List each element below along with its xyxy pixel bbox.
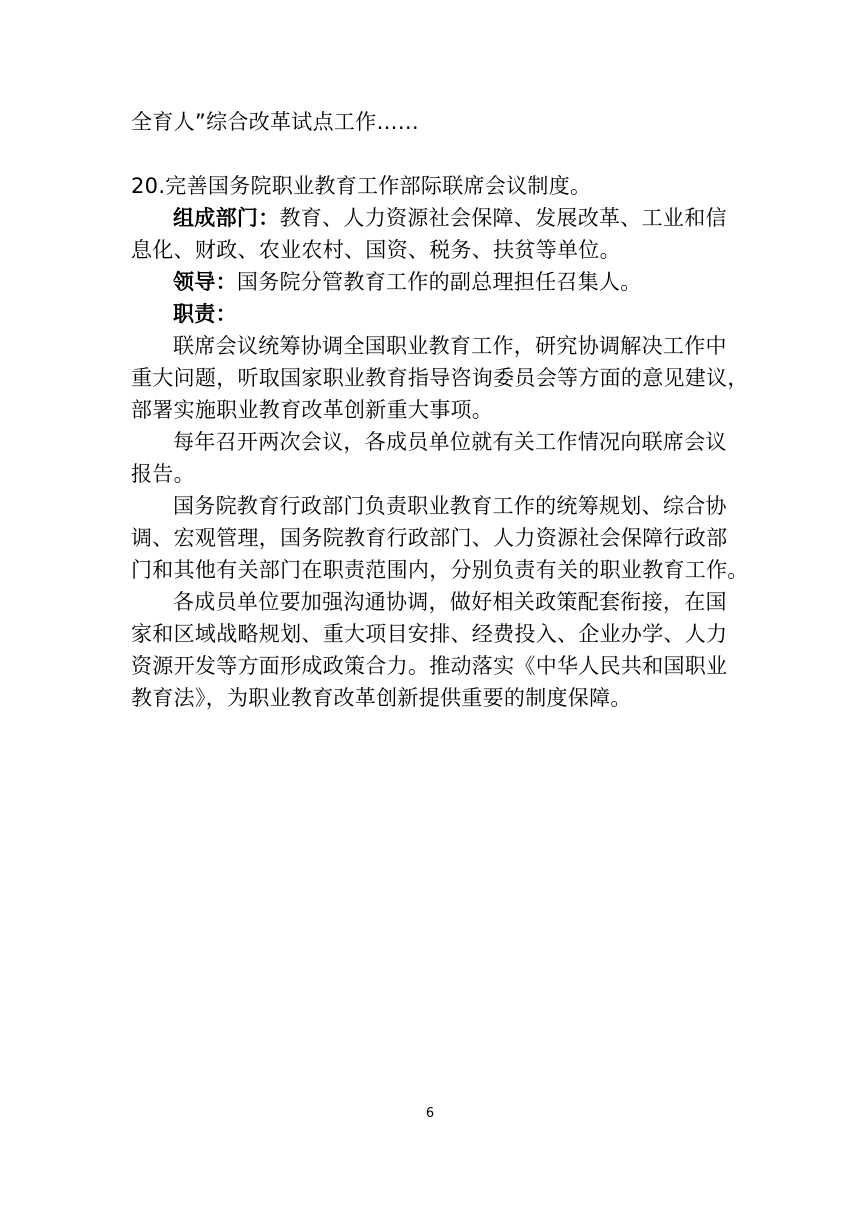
paragraph-line: 报告。 <box>131 462 195 486</box>
carryover-line: 全育人”综合改革试点工作…… <box>131 110 420 134</box>
section-heading: 20.完善国务院职业教育工作部际联席会议制度。 <box>131 174 592 198</box>
paragraph-line: 调、宏观管理，国务院教育行政部门、人力资源社会保障行政部 <box>131 526 728 550</box>
paragraph-line: 部署实施职业教育改革创新重大事项。 <box>131 398 494 422</box>
paragraph-line: 教育法》，为职业教育改革创新提供重要的制度保障。 <box>131 686 632 710</box>
paragraph-line: 联席会议统筹协调全国职业教育工作，研究协调解决工作中 <box>173 334 727 358</box>
page-number: 6 <box>425 1106 435 1121</box>
paragraph-line: 门和其他有关部门在职责范围内，分别负责有关的职业教育工作。 <box>131 558 749 582</box>
members-line <box>173 203 727 233</box>
paragraph-line: 每年召开两次会议，各成员单位就有关工作情况向联席会议 <box>173 430 727 454</box>
members-line-2: 息化、财政、农业农村、国资、税务、扶贫等单位。 <box>131 238 621 262</box>
paragraph-line: 家和区域战略规划、重大项目安排、经费投入、企业办学、人力 <box>131 622 728 646</box>
leader-line <box>173 267 642 297</box>
paragraph-line: 资源开发等方面形成政策合力。推动落实《中华人民共和国职业 <box>131 654 728 678</box>
members-text: 教育、人力资源社会保障、发展改革、工业和信 <box>279 206 727 230</box>
paragraph-line: 国务院教育行政部门负责职业教育工作的统筹规划、综合协 <box>173 494 727 518</box>
leader-label: 领导： <box>173 270 237 294</box>
paragraph-line: 重大问题，听取国家职业教育指导咨询委员会等方面的意见建议， <box>131 366 749 390</box>
leader-text: 国务院分管教育工作的副总理担任召集人。 <box>236 270 642 294</box>
members-label: 组成部门： <box>173 206 280 230</box>
paragraph-line: 各成员单位要加强沟通协调，做好相关政策配套衔接，在国 <box>173 590 727 614</box>
duty-label: 职责： <box>173 302 237 326</box>
